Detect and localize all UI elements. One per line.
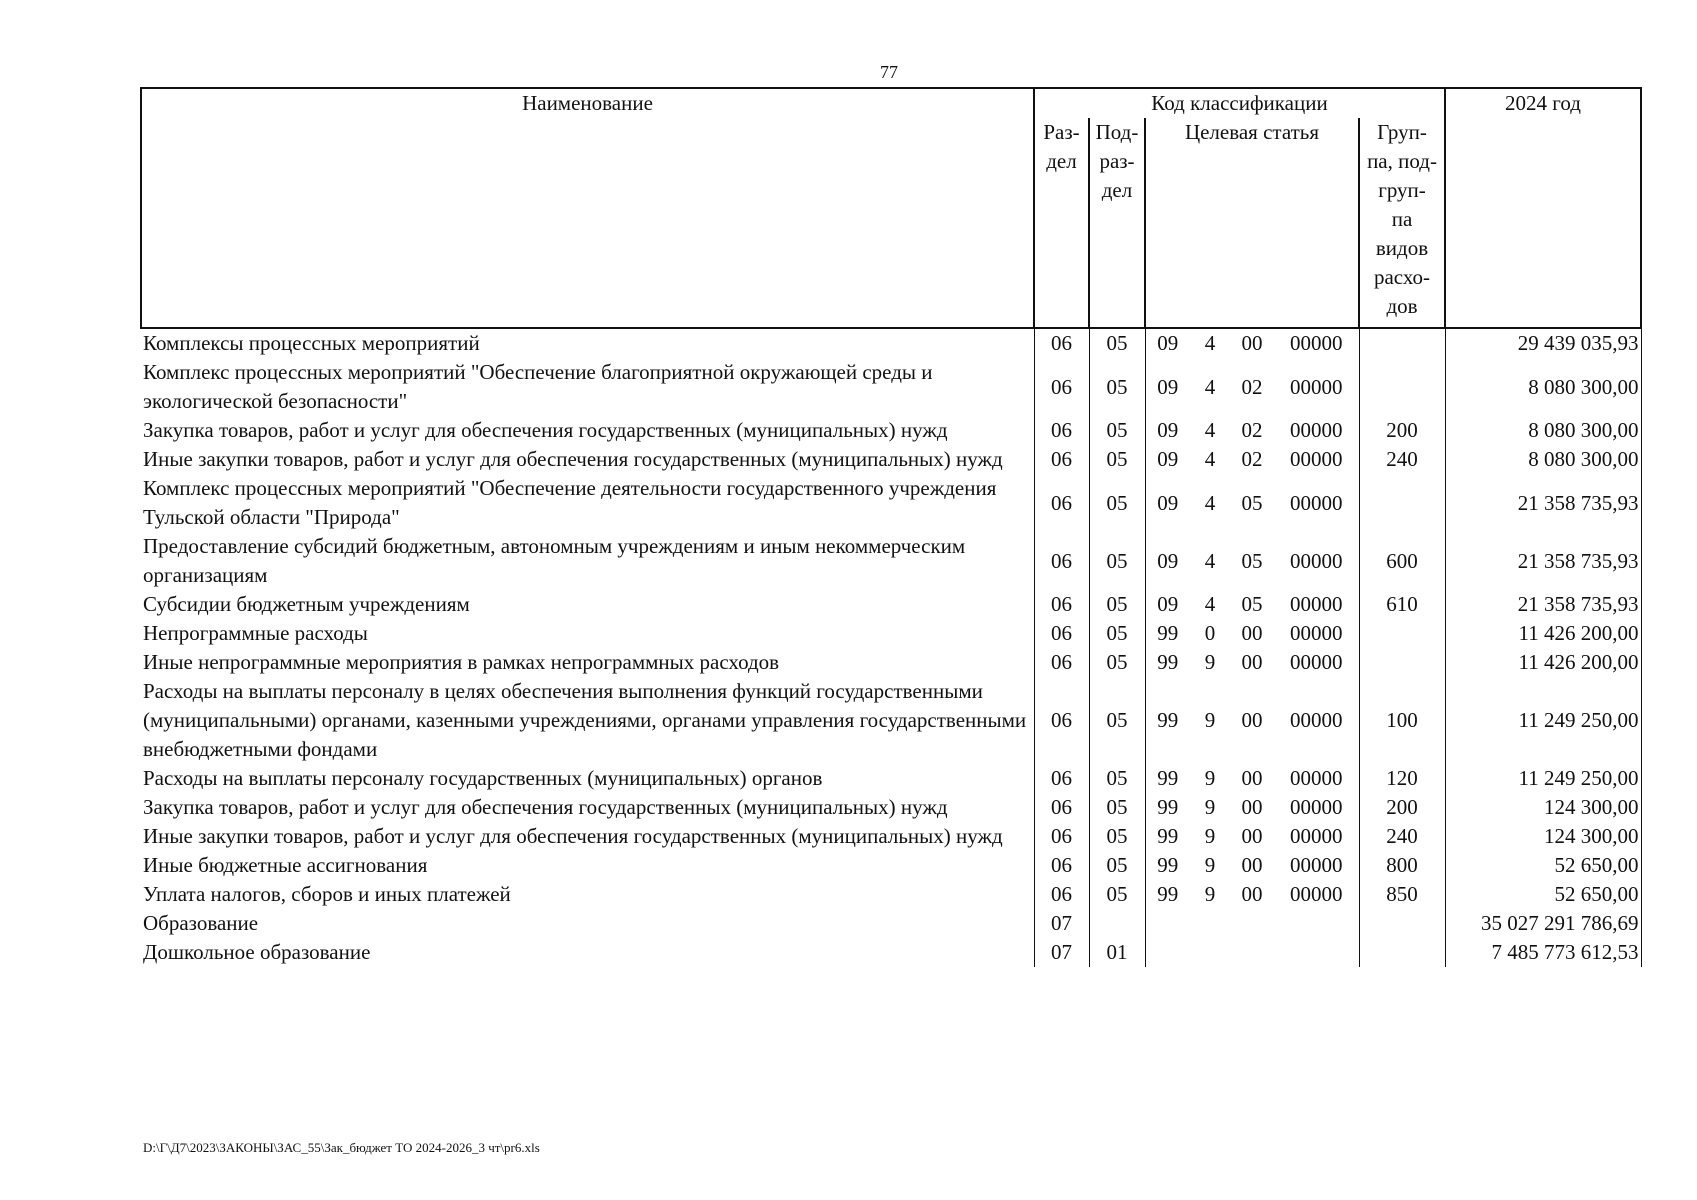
row-amount: 11 426 200,00: [1445, 619, 1641, 648]
row-target-program: 99: [1145, 764, 1190, 793]
row-expense-group: [1359, 938, 1445, 967]
row-podrazdel: 05: [1089, 677, 1145, 764]
row-target-direction: 00000: [1290, 853, 1343, 877]
row-expense-group: [1359, 474, 1445, 532]
row-target-sub: 00: [1241, 650, 1263, 674]
row-amount: 8 080 300,00: [1445, 358, 1641, 416]
row-razdel: 06: [1034, 474, 1089, 532]
row-target-sub: 00: [1241, 621, 1263, 645]
row-target-direction: 00000: [1290, 490, 1343, 515]
table-row: [141, 474, 1641, 532]
row-amount: 11 249 250,00: [1445, 677, 1641, 764]
row-name: Иные закупки товаров, работ и услуг для обеспечения государственных (муниципальных) нужд: [143, 824, 1003, 848]
footer-file-path: D:\Г\Д7\2023\ЗАКОНЫ\ЗАС_55\Зак_бюджет ТО 2024-2026_3 чт\pr6.xls: [143, 1140, 540, 1155]
row-target-sub: 00: [1241, 795, 1263, 819]
table-header: [141, 88, 1641, 328]
header-celevaya: Целевая статья: [1145, 118, 1359, 328]
row-expense-group: 850: [1359, 880, 1445, 909]
row-target-type: 9: [1204, 853, 1216, 877]
row-podrazdel: [1089, 909, 1145, 938]
page-number: 77: [880, 62, 898, 82]
row-target-sub: 02: [1241, 418, 1263, 442]
row-podrazdel: 05: [1089, 822, 1145, 851]
row-name: Комплекс процессных мероприятий "Обеспечение деятельности государственного учреждения Тульской области "Природа": [143, 476, 997, 529]
row-amount: 35 027 291 786,69: [1445, 909, 1641, 938]
row-target-direction: 00000: [1290, 824, 1343, 848]
row-target-direction: 00000: [1290, 418, 1343, 442]
row-podrazdel: 05: [1089, 851, 1145, 880]
row-target-sub: [1230, 938, 1274, 967]
row-amount: 21 358 735,93: [1445, 532, 1641, 590]
row-target-type: 9: [1204, 650, 1216, 674]
row-razdel: 06: [1034, 358, 1089, 416]
row-target-program: 99: [1145, 648, 1190, 677]
row-name: Комплексы процессных мероприятий: [143, 331, 480, 355]
row-target-direction: 00000: [1290, 766, 1343, 790]
row-podrazdel: 05: [1089, 474, 1145, 532]
header-year: 2024 год: [1445, 88, 1641, 328]
table-row: [141, 648, 1641, 677]
row-target-direction: 00000: [1290, 621, 1343, 645]
row-name: Уплата налогов, сборов и иных платежей: [143, 882, 511, 906]
row-expense-group: [1359, 328, 1445, 358]
row-target-sub: 02: [1241, 374, 1263, 399]
row-podrazdel: 05: [1089, 445, 1145, 474]
row-expense-group: [1359, 619, 1445, 648]
row-name: Предоставление субсидий бюджетным, автономным учреждениям и иным некоммерческим организациям: [143, 534, 966, 587]
header-name: Наименование: [141, 88, 1034, 328]
row-name: Расходы на выплаты персоналу государственных (муниципальных) органов: [143, 766, 823, 790]
row-target-direction: 00000: [1290, 548, 1343, 573]
row-target-type: 9: [1204, 795, 1216, 819]
row-target-sub: 00: [1241, 766, 1263, 790]
row-podrazdel: 05: [1089, 648, 1145, 677]
row-amount: 124 300,00: [1445, 822, 1641, 851]
row-amount: 52 650,00: [1445, 880, 1641, 909]
row-razdel: 06: [1034, 619, 1089, 648]
table-row: [141, 445, 1641, 474]
row-podrazdel: 05: [1089, 416, 1145, 445]
row-expense-group: 200: [1359, 416, 1445, 445]
row-amount: 124 300,00: [1445, 793, 1641, 822]
header-razdel: Раз- дел: [1034, 118, 1089, 328]
row-target-direction: [1274, 909, 1359, 938]
row-podrazdel: 05: [1089, 532, 1145, 590]
row-podrazdel: 05: [1089, 590, 1145, 619]
row-razdel: 06: [1034, 590, 1089, 619]
row-razdel: 07: [1034, 909, 1089, 938]
row-target-program: 09: [1145, 532, 1190, 590]
row-razdel: 06: [1034, 764, 1089, 793]
row-name: Иные бюджетные ассигнования: [143, 853, 428, 877]
table-row: [141, 793, 1641, 822]
row-target-type: 9: [1204, 882, 1216, 906]
row-podrazdel: 05: [1089, 793, 1145, 822]
row-target-direction: 00000: [1290, 708, 1343, 732]
row-expense-group: [1359, 648, 1445, 677]
row-name: Расходы на выплаты персоналу в целях обеспечения выполнения функций государственными (муниципальными) органами, казенными учреждениями, органами управления государственными внебюджетными фондами: [143, 679, 1027, 761]
row-target-sub: 00: [1241, 708, 1263, 732]
row-name: Образование: [143, 911, 259, 935]
row-target-program: 99: [1145, 619, 1190, 648]
row-target-direction: 00000: [1290, 331, 1343, 355]
row-razdel: 07: [1034, 938, 1089, 967]
row-razdel: 06: [1034, 822, 1089, 851]
row-expense-group: 610: [1359, 590, 1445, 619]
row-target-program: 09: [1145, 358, 1190, 416]
row-expense-group: 240: [1359, 445, 1445, 474]
row-expense-group: 100: [1359, 677, 1445, 764]
row-expense-group: [1359, 358, 1445, 416]
row-expense-group: 120: [1359, 764, 1445, 793]
row-target-type: 0: [1204, 621, 1216, 645]
row-target-program: [1145, 938, 1190, 967]
row-name: Субсидии бюджетным учреждениям: [143, 592, 470, 616]
row-amount: 11 249 250,00: [1445, 764, 1641, 793]
row-name: Иные непрограммные мероприятия в рамках непрограммных расходов: [143, 650, 780, 674]
row-razdel: 06: [1034, 416, 1089, 445]
row-target-sub: 00: [1241, 331, 1263, 355]
row-target-program: 09: [1145, 328, 1190, 358]
row-target-sub: [1230, 909, 1274, 938]
row-target-sub: 00: [1241, 853, 1263, 877]
row-target-type: 4: [1204, 418, 1216, 442]
row-amount: 8 080 300,00: [1445, 445, 1641, 474]
row-target-direction: 00000: [1290, 374, 1343, 399]
header-gruppa: Груп- па, под- груп- па видов расхо- дов: [1359, 118, 1445, 328]
table-row: [141, 328, 1641, 358]
row-target-direction: [1274, 938, 1359, 967]
row-amount: 7 485 773 612,53: [1445, 938, 1641, 967]
row-target-direction: 00000: [1290, 882, 1343, 906]
row-target-type: 9: [1204, 708, 1216, 732]
row-target-type: [1190, 909, 1230, 938]
table-row: [141, 619, 1641, 648]
row-razdel: 06: [1034, 880, 1089, 909]
row-target-direction: 00000: [1290, 650, 1343, 674]
row-target-sub: 00: [1241, 824, 1263, 848]
row-razdel: 06: [1034, 677, 1089, 764]
row-razdel: 06: [1034, 328, 1089, 358]
row-target-type: 9: [1204, 824, 1216, 848]
row-target-sub: 05: [1241, 592, 1263, 616]
table-row: [141, 358, 1641, 416]
row-amount: 11 426 200,00: [1445, 648, 1641, 677]
table-row: [141, 851, 1641, 880]
row-expense-group: 200: [1359, 793, 1445, 822]
row-razdel: 06: [1034, 445, 1089, 474]
table-row: [141, 677, 1641, 764]
header-classification: Код классификации: [1034, 88, 1445, 118]
table-body: [141, 328, 1641, 967]
row-razdel: 06: [1034, 648, 1089, 677]
row-amount: 8 080 300,00: [1445, 416, 1641, 445]
row-amount: 21 358 735,93: [1445, 474, 1641, 532]
table-row: [141, 764, 1641, 793]
table-row: [141, 909, 1641, 938]
table-row: [141, 880, 1641, 909]
row-name: Закупка товаров, работ и услуг для обеспечения государственных (муниципальных) нужд: [143, 795, 948, 819]
row-podrazdel: 05: [1089, 880, 1145, 909]
row-target-type: 4: [1204, 592, 1216, 616]
table-row: [141, 532, 1641, 590]
row-razdel: 06: [1034, 793, 1089, 822]
row-target-sub: 05: [1241, 490, 1263, 515]
table-row: [141, 938, 1641, 967]
row-target-type: [1190, 938, 1230, 967]
row-amount: 29 439 035,93: [1445, 328, 1641, 358]
row-expense-group: [1359, 909, 1445, 938]
row-target-type: 4: [1204, 374, 1216, 399]
row-target-program: 99: [1145, 822, 1190, 851]
row-target-direction: 00000: [1290, 447, 1343, 471]
row-amount: 21 358 735,93: [1445, 590, 1641, 619]
row-expense-group: 600: [1359, 532, 1445, 590]
row-target-program: 99: [1145, 677, 1190, 764]
row-target-program: 99: [1145, 880, 1190, 909]
row-target-program: 09: [1145, 590, 1190, 619]
row-target-sub: 00: [1241, 882, 1263, 906]
header-podrazdel: Под- раз- дел: [1089, 118, 1145, 328]
table-row: [141, 416, 1641, 445]
row-podrazdel: 05: [1089, 358, 1145, 416]
row-target-program: 99: [1145, 793, 1190, 822]
row-target-type: 4: [1204, 490, 1216, 515]
row-name: Дошкольное образование: [143, 940, 371, 964]
row-podrazdel: 05: [1089, 764, 1145, 793]
row-target-direction: 00000: [1290, 592, 1343, 616]
row-podrazdel: 05: [1089, 328, 1145, 358]
row-expense-group: 240: [1359, 822, 1445, 851]
row-target-type: 4: [1204, 447, 1216, 471]
row-target-type: 4: [1204, 548, 1216, 573]
row-name: Иные закупки товаров, работ и услуг для обеспечения государственных (муниципальных) нужд: [143, 447, 1003, 471]
row-target-direction: 00000: [1290, 795, 1343, 819]
row-target-program: 09: [1145, 474, 1190, 532]
row-target-type: 9: [1204, 766, 1216, 790]
row-target-program: 09: [1145, 445, 1190, 474]
row-target-program: 99: [1145, 851, 1190, 880]
row-target-type: 4: [1204, 331, 1216, 355]
row-podrazdel: 01: [1089, 938, 1145, 967]
row-target-program: 09: [1145, 416, 1190, 445]
row-name: Комплекс процессных мероприятий "Обеспечение благоприятной окружающей среды и экологической безопасности": [143, 360, 933, 413]
budget-table: [140, 87, 1642, 967]
row-razdel: 06: [1034, 851, 1089, 880]
row-name: Закупка товаров, работ и услуг для обеспечения государственных (муниципальных) нужд: [143, 418, 948, 442]
row-podrazdel: 05: [1089, 619, 1145, 648]
row-target-program: [1145, 909, 1190, 938]
table-row: [141, 590, 1641, 619]
row-amount: 52 650,00: [1445, 851, 1641, 880]
row-name: Непрограммные расходы: [143, 621, 368, 645]
table-row: [141, 822, 1641, 851]
row-target-sub: 02: [1241, 447, 1263, 471]
row-razdel: 06: [1034, 532, 1089, 590]
row-target-sub: 05: [1241, 548, 1263, 573]
row-expense-group: 800: [1359, 851, 1445, 880]
